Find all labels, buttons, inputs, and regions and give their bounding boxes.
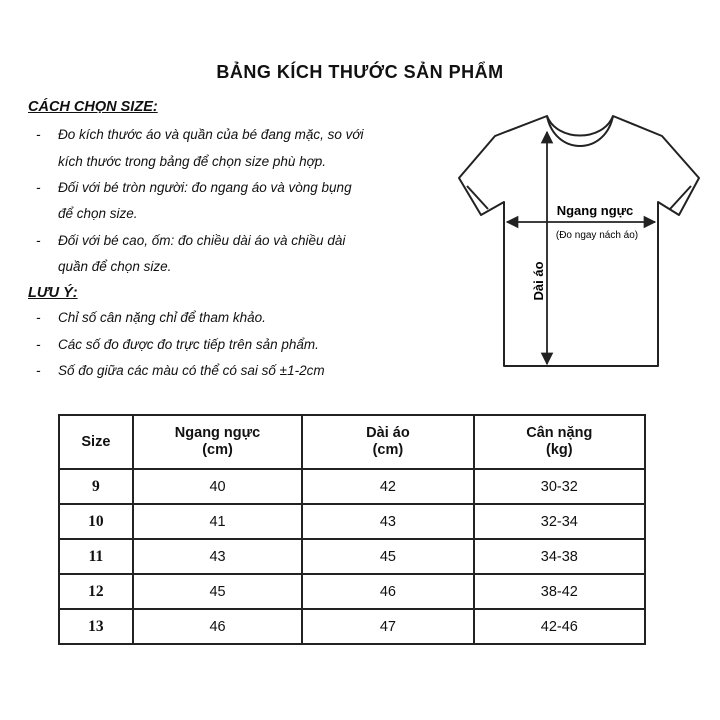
cell-length: 46 bbox=[302, 574, 473, 609]
note-item-3: - Số đo giữa các màu có thể có sai số ±1-2cm bbox=[36, 363, 325, 378]
chest-label: Ngang ngực bbox=[556, 203, 634, 218]
cell-size: 11 bbox=[59, 539, 133, 574]
table-header-row bbox=[59, 415, 645, 469]
cell-size: 9 bbox=[59, 469, 133, 504]
table-row bbox=[59, 539, 645, 574]
cell-chest: 45 bbox=[133, 574, 302, 609]
cell-size: 12 bbox=[59, 574, 133, 609]
cell-weight: 30-32 bbox=[474, 469, 645, 504]
chest-note: (Đo ngay nách áo) bbox=[555, 230, 639, 241]
cell-chest: 41 bbox=[133, 504, 302, 539]
header-length: Dài áo (cm) bbox=[302, 415, 473, 469]
cell-chest: 43 bbox=[133, 539, 302, 574]
note-item-1: - Chỉ số cân nặng chỉ để tham khảo. bbox=[36, 310, 266, 325]
cell-weight: 42-46 bbox=[474, 609, 645, 644]
cell-chest: 40 bbox=[133, 469, 302, 504]
cell-size: 10 bbox=[59, 504, 133, 539]
note-item-2: - Các số đo được đo trực tiếp trên sản phẩm. bbox=[36, 337, 319, 352]
table-row bbox=[59, 609, 645, 644]
cell-weight: 38-42 bbox=[474, 574, 645, 609]
how-to-item-2-cont: để chọn size. bbox=[58, 206, 138, 221]
tshirt-outline bbox=[459, 116, 699, 366]
cell-length: 43 bbox=[302, 504, 473, 539]
how-to-item-2: - Đối với bé tròn người: đo ngang áo và vòng bụng bbox=[36, 180, 352, 195]
how-to-item-3: - Đối với bé cao, ốm: đo chiều dài áo và chiều dài bbox=[36, 233, 346, 248]
header-weight: Cân nặng (kg) bbox=[474, 415, 645, 469]
how-to-heading: CÁCH CHỌN SIZE: bbox=[28, 99, 158, 115]
how-to-item-1-cont: kích thước trong bảng để chọn size phù hợp. bbox=[58, 154, 327, 169]
header-size: Size bbox=[59, 415, 133, 469]
length-label: Dài áo bbox=[531, 261, 546, 301]
table-row bbox=[59, 574, 645, 609]
table-row bbox=[59, 504, 645, 539]
cell-length: 47 bbox=[302, 609, 473, 644]
cell-weight: 32-34 bbox=[474, 504, 645, 539]
tshirt-diagram bbox=[455, 108, 705, 370]
note-heading: LƯU Ý: bbox=[28, 285, 78, 301]
how-to-item-3-cont: quần để chọn size. bbox=[58, 259, 172, 274]
cell-weight: 34-38 bbox=[474, 539, 645, 574]
header-chest: Ngang ngực (cm) bbox=[133, 415, 302, 469]
page-title: BẢNG KÍCH THƯỚC SẢN PHẨM bbox=[216, 62, 504, 82]
cell-length: 45 bbox=[302, 539, 473, 574]
table-row bbox=[59, 469, 645, 504]
how-to-item-1: - Đo kích thước áo và quần của bé đang mặc, so với bbox=[36, 127, 364, 142]
cell-chest: 46 bbox=[133, 609, 302, 644]
size-table bbox=[58, 414, 646, 645]
cell-length: 42 bbox=[302, 469, 473, 504]
cell-size: 13 bbox=[59, 609, 133, 644]
